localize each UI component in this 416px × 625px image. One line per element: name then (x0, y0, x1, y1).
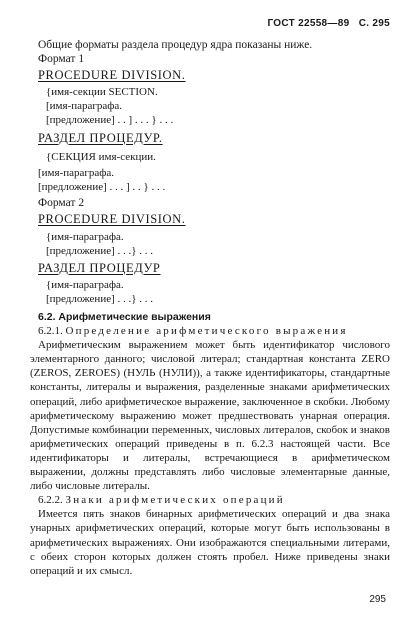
subsection-6-2-2-title (30, 493, 390, 507)
subsection-title: Определение арифметического выражения (65, 325, 348, 338)
format1-ru-line2: [имя-параграфа. (38, 167, 115, 179)
format2-procedure-division: PROCEDURE DIVISION. (38, 212, 186, 226)
format1-razdel-procedur: РАЗДЕЛ ПРОЦЕДУР. (38, 131, 163, 145)
format1-ru-line3: [предложение] . . . ] . . } . . . (38, 181, 166, 193)
format2-ru-line1: {имя-параграфа. (46, 279, 124, 291)
format2-ru-line2: [предложение] . . .} . . . (46, 293, 154, 305)
format2-label: Формат 2 (38, 197, 85, 209)
format1-procedure-division: PROCEDURE DIVISION. (38, 68, 186, 82)
standard-code: ГОСТ 22558—89 (267, 18, 350, 29)
subsection-number: 6.2.1. (38, 325, 63, 338)
header-page-label: С. 295 (358, 18, 390, 29)
format1-ru-line1: {СЕКЦИЯ имя-секции. (46, 151, 156, 163)
page-number: 295 (369, 594, 386, 605)
format1-en-line1: {имя-секции SECTION. (46, 86, 158, 98)
format2-en-line1: {имя-параграфа. (46, 231, 124, 243)
section-heading: 6.2. Арифметические выражения (38, 311, 211, 323)
paragraph-definition: Арифметическим выражением может быть идентификатор числового элементарного данного; числовой литерал; стандартная константа ZERO (ZEROS, ZEROES) (НУЛЬ (НУЛИ)), а также идентификаторы, стандартные константы, литералы и выражения, разделенные знаками арифметических операций, либо арифметическое выражение, заключенное в скобки. Любому арифметическому выражению может предшествовать унарная операция. Допустимые комбинации переменных, числовых литералов, скобок и знаков арифметических операций приведены в п. 6.2.3 настоящей части. Все идентификаторы и литералы, встречающиеся в арифметическом выражении, должны представлять либо числовые элементарные данные, либо числовые литералы. (30, 339, 390, 493)
intro-text: Общие форматы раздела процедур ядра показаны ниже. (38, 39, 313, 51)
paragraph-operators: Имеется пять знаков бинарных арифметических операций и два знака унарных арифметических операций, которые могут быть использованы в арифметических выражениях. Они изображаются специальными литерами, с обеих сторон которых должен стоять пробел. Ниже приведены знаки операций и их смысл. (30, 508, 390, 577)
format1-label: Формат 1 (38, 53, 85, 65)
format2-razdel-procedur: РАЗДЕЛ ПРОЦЕДУР (38, 261, 161, 275)
section-6-2 (30, 310, 390, 578)
subsection-6-2-1-title (30, 324, 390, 338)
format2-en-line2: [предложение] . . .} . . . (46, 245, 154, 257)
subsection-number: 6.2.2. (38, 494, 63, 507)
subsection-title: Знаки арифметических операций (65, 494, 285, 507)
format1-en-line3: [предложение] . . ] . . . } . . . (46, 114, 174, 126)
format1-en-line2: [имя-параграфа. (46, 100, 123, 112)
page-header (267, 18, 390, 29)
